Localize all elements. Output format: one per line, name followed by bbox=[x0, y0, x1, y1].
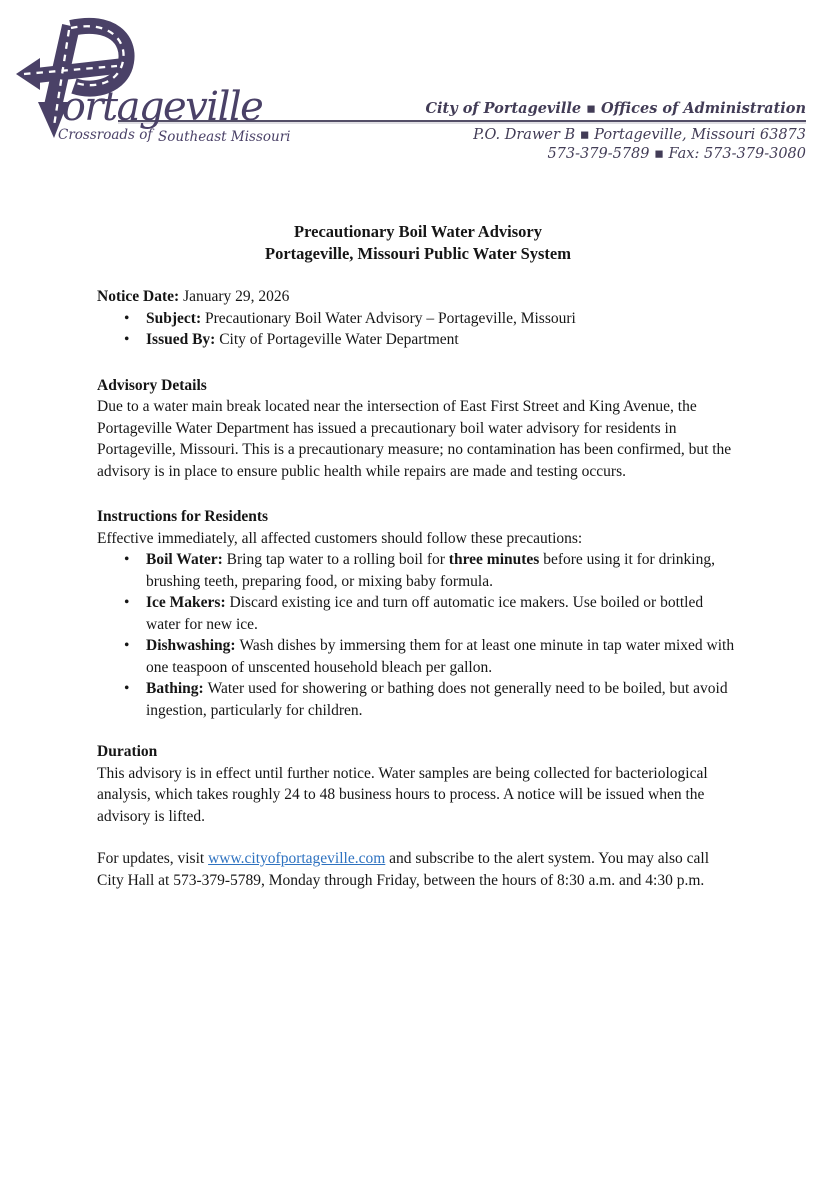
logo-wordmark: Portageville bbox=[38, 84, 263, 130]
logo-tagline-southeast: Southeast Missouri bbox=[158, 129, 291, 145]
notice-date-value: January 29, 2026 bbox=[183, 288, 290, 305]
bathing-text: Water used for showering or bathing does not generally need to be boiled, but avoid ingestion, particularly for children. bbox=[146, 680, 728, 719]
advisory-paragraph: Due to a water main break located near the intersection of East First Street and King Avenue, the Portageville Water Department has issued a precautionary boil water advisory for residents in Portageville, Missouri. This is a precautionary measure; no contamination has been confirmed, but the advisory is in place to ensure public health while repairs are made and testing occurs. bbox=[97, 398, 732, 480]
boil-water-label: Boil Water: bbox=[146, 551, 227, 568]
logo-tagline-crossroads: Crossroads of bbox=[58, 127, 153, 143]
instructions-bullet-list bbox=[97, 549, 739, 721]
document-body bbox=[0, 221, 834, 891]
updates-text-pre: For updates, visit bbox=[97, 850, 209, 867]
subject-label: Subject: bbox=[146, 309, 205, 327]
boil-water-text: Bring tap water to a rolling boil for bbox=[226, 551, 449, 568]
notice-date-label: Notice Date: bbox=[97, 288, 184, 305]
contact-block bbox=[473, 126, 806, 164]
bullet-ice-makers bbox=[146, 592, 739, 635]
subject-text: Precautionary Boil Water Advisory – Portageville, Missouri bbox=[204, 309, 576, 327]
website-link[interactable]: www.cityofportageville.com bbox=[208, 850, 386, 867]
document-title bbox=[97, 221, 739, 264]
title-line-1: Precautionary Boil Water Advisory bbox=[294, 222, 542, 241]
address-line: P.O. Drawer B ▪ Portageville, Missouri 63873 bbox=[473, 127, 806, 143]
notice-date-line bbox=[97, 286, 739, 308]
bullet-dishwashing bbox=[146, 635, 739, 678]
issued-by-label: Issued By: bbox=[146, 331, 220, 348]
dishwashing-label: Dishwashing: bbox=[146, 637, 240, 654]
ice-makers-text: Discard existing ice and turn off automatic ice makers. Use boiled or bottled water for new ice. bbox=[146, 594, 704, 633]
portageville-logo bbox=[12, 12, 291, 157]
ice-makers-label: Ice Makers: bbox=[146, 594, 230, 611]
heading-instructions: Instructions for Residents bbox=[97, 508, 269, 525]
office-line: City of Portageville ▪ Offices of Administration bbox=[425, 100, 806, 117]
bullet-subject bbox=[146, 308, 739, 330]
notice-bullet-list bbox=[97, 308, 739, 351]
heading-duration: Duration bbox=[97, 743, 158, 760]
instructions-intro: Effective immediately, all affected customers should follow these precautions: bbox=[97, 529, 583, 547]
boil-water-text-tail: before using it for drinking, brushing teeth, preparing food, or mixing baby formula. bbox=[146, 551, 715, 590]
notice-section bbox=[97, 286, 739, 351]
boil-water-emphasis: three minutes bbox=[448, 551, 540, 568]
bullet-boil-water bbox=[146, 549, 739, 592]
issued-by-text: City of Portageville Water Department bbox=[219, 331, 459, 348]
phone-fax-line: 573-379-5789 ▪ Fax: 573-379-3080 bbox=[547, 146, 806, 162]
bathing-label: Bathing: bbox=[146, 680, 208, 697]
updates-paragraph bbox=[97, 848, 739, 891]
title-line-2: Portageville, Missouri Public Water System bbox=[265, 243, 571, 263]
updates-text-post: and subscribe to the alert system. You may also call City Hall at 573-379-5789, Monday through Friday, between the hours of 8:30 a.m. and 4:30 p.m. bbox=[97, 850, 710, 889]
duration-paragraph: This advisory is in effect until further notice. Water samples are being collected for bacteriological analysis, which takes roughly 24 to 48 business hours to process. A notice will be issued when the advisory is lifted. bbox=[97, 764, 708, 825]
dishwashing-text: Wash dishes by immersing them for at least one minute in tap water mixed with one teaspoon of unscented household bleach per gallon. bbox=[146, 637, 735, 676]
letterhead bbox=[0, 0, 834, 170]
heading-advisory-details: Advisory Details bbox=[97, 376, 207, 394]
bullet-bathing bbox=[146, 678, 739, 721]
bullet-issued-by bbox=[146, 329, 739, 351]
